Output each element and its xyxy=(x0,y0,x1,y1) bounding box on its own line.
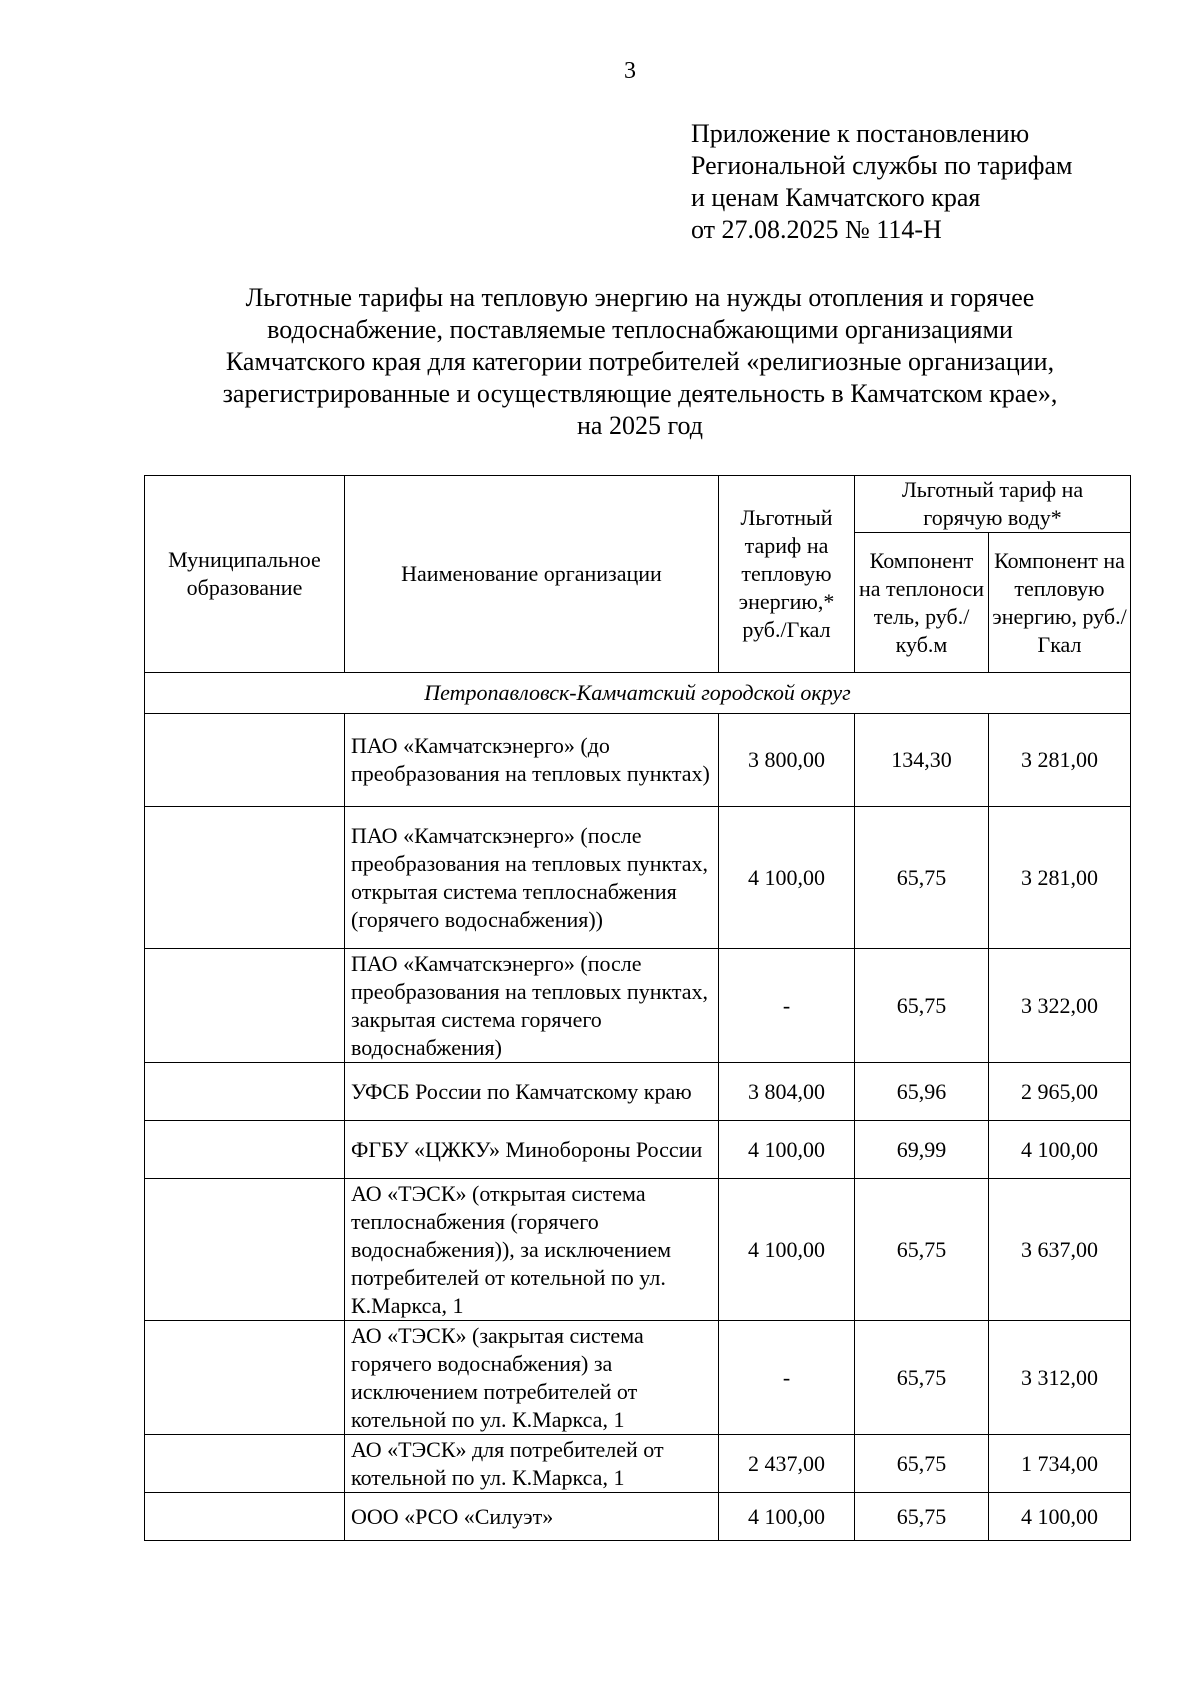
organization-cell: АО «ТЭСК» для потребителей от котельной по ул. К.Маркса, 1 xyxy=(345,1435,719,1493)
section-title: Петропавловск-Камчатский городской округ xyxy=(145,673,1131,714)
heat-tariff-cell: - xyxy=(719,1321,855,1435)
title-line: зарегистрированные и осуществляющие деятельность в Камчатском крае», xyxy=(222,379,1058,408)
header-hot-water-group: Льготный тариф на горячую воду* xyxy=(855,476,1131,533)
heat-tariff-cell: 4 100,00 xyxy=(719,1493,855,1541)
table-row xyxy=(145,1435,1131,1493)
energy-component-cell: 3 281,00 xyxy=(989,714,1131,807)
title-line: Льготные тарифы на тепловую энергию на нужды отопления и горячее xyxy=(245,283,1035,312)
title-line: водоснабжение, поставляемые теплоснабжающими организациями xyxy=(267,315,1013,344)
energy-component-cell: 4 100,00 xyxy=(989,1493,1131,1541)
document-title xyxy=(140,282,1140,442)
organization-cell: УФСБ России по Камчатскому краю xyxy=(345,1063,719,1121)
title-line: на 2025 год xyxy=(577,411,703,440)
appendix-line: от 27.08.2025 № 114-Н xyxy=(691,215,942,244)
municipality-cell xyxy=(145,1121,345,1179)
municipality-cell xyxy=(145,1435,345,1493)
heat-tariff-cell: 3 800,00 xyxy=(719,714,855,807)
heat-tariff-cell: 4 100,00 xyxy=(719,1179,855,1321)
energy-component-cell: 2 965,00 xyxy=(989,1063,1131,1121)
municipality-cell xyxy=(145,949,345,1063)
organization-cell: ПАО «Камчатскэнерго» (после преобразования на тепловых пунктах, закрытая система горячего водоснабжения) xyxy=(345,949,719,1063)
tariff-table xyxy=(144,475,1131,1541)
organization-cell: ПАО «Камчатскэнерго» (после преобразования на тепловых пунктах, открытая система теплоснабжения (горячего водоснабжения)) xyxy=(345,807,719,949)
carrier-component-cell: 65,75 xyxy=(855,1435,989,1493)
carrier-component-cell: 69,99 xyxy=(855,1121,989,1179)
carrier-component-cell: 134,30 xyxy=(855,714,989,807)
carrier-component-cell: 65,75 xyxy=(855,1179,989,1321)
table-row xyxy=(145,949,1131,1063)
appendix-line: и ценам Камчатского края xyxy=(691,183,981,212)
municipality-cell xyxy=(145,1063,345,1121)
header-municipality: Муниципальное образование xyxy=(145,476,345,673)
organization-cell: АО «ТЭСК» (открытая система теплоснабжения (горячего водоснабжения)), за исключением потребителей от котельной по ул. К.Маркса, 1 xyxy=(345,1179,719,1321)
table-row xyxy=(145,1121,1131,1179)
carrier-component-cell: 65,75 xyxy=(855,949,989,1063)
table-row xyxy=(145,714,1131,807)
organization-cell: АО «ТЭСК» (закрытая система горячего водоснабжения) за исключением потребителей от котельной по ул. К.Маркса, 1 xyxy=(345,1321,719,1435)
appendix-line: Региональной службы по тарифам xyxy=(691,151,1073,180)
organization-cell: ООО «РСО «Силуэт» xyxy=(345,1493,719,1541)
section-row xyxy=(145,673,1131,714)
header-heat-tariff: Льготный тариф на тепловую энергию,* руб./Гкал xyxy=(719,476,855,673)
energy-component-cell: 3 281,00 xyxy=(989,807,1131,949)
heat-tariff-cell: - xyxy=(719,949,855,1063)
page-number: 3 xyxy=(624,58,636,84)
header-carrier-component: Компонент на теплоноси тель, руб./куб.м xyxy=(855,533,989,673)
table-row xyxy=(145,807,1131,949)
organization-cell: ФГБУ «ЦЖКУ» Минобороны России xyxy=(345,1121,719,1179)
appendix-line: Приложение к постановлению xyxy=(691,119,1030,148)
municipality-cell xyxy=(145,1179,345,1321)
energy-component-cell: 3 312,00 xyxy=(989,1321,1131,1435)
energy-component-cell: 3 637,00 xyxy=(989,1179,1131,1321)
municipality-cell xyxy=(145,807,345,949)
organization-cell: ПАО «Камчатскэнерго» (до преобразования на тепловых пунктах) xyxy=(345,714,719,807)
energy-component-cell: 1 734,00 xyxy=(989,1435,1131,1493)
carrier-component-cell: 65,75 xyxy=(855,1493,989,1541)
municipality-cell xyxy=(145,714,345,807)
header-organization: Наименование организации xyxy=(345,476,719,673)
heat-tariff-cell: 4 100,00 xyxy=(719,1121,855,1179)
appendix-block xyxy=(691,118,1072,246)
table-row xyxy=(145,1493,1131,1541)
municipality-cell xyxy=(145,1321,345,1435)
heat-tariff-cell: 2 437,00 xyxy=(719,1435,855,1493)
heat-tariff-cell: 4 100,00 xyxy=(719,807,855,949)
heat-tariff-cell: 3 804,00 xyxy=(719,1063,855,1121)
energy-component-cell: 4 100,00 xyxy=(989,1121,1131,1179)
table-row xyxy=(145,1179,1131,1321)
header-energy-component: Компонент на тепловую энергию, руб./Гкал xyxy=(989,533,1131,673)
table-row xyxy=(145,1321,1131,1435)
table-row xyxy=(145,1063,1131,1121)
energy-component-cell: 3 322,00 xyxy=(989,949,1131,1063)
carrier-component-cell: 65,75 xyxy=(855,807,989,949)
carrier-component-cell: 65,75 xyxy=(855,1321,989,1435)
carrier-component-cell: 65,96 xyxy=(855,1063,989,1121)
municipality-cell xyxy=(145,1493,345,1541)
title-line: Камчатского края для категории потребителей «религиозные организации, xyxy=(225,347,1055,376)
